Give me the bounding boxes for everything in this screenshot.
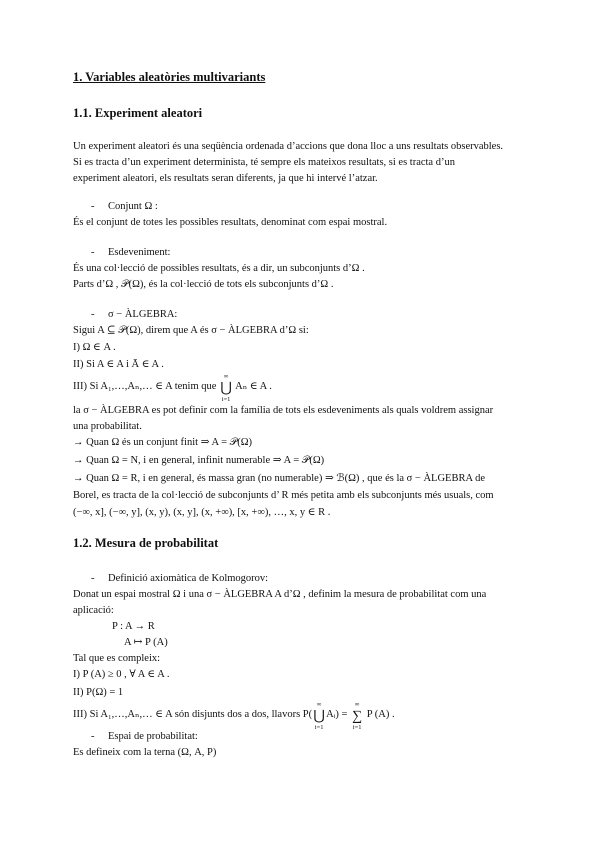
condition-line: II) Si A ∈ A i Ā ∈ A . (73, 359, 164, 370)
axiom-text: P (A) . (366, 709, 395, 720)
sum-operator: ∞ ∑ i=1 (352, 701, 363, 731)
paragraph-line: Si es tracta d’un experiment determinista, té sempre els mateixos resultats, si es tracta d’un (73, 157, 455, 168)
paragraph-line: Parts d’Ω , 𝒫(Ω), és la col·lecció de tots els subconjunts d’Ω . (73, 279, 334, 290)
section-title-probability: 1.2. Mesura de probabilitat (73, 536, 219, 550)
bullet-label-probability-space: Espai de probabilitat: (108, 731, 198, 742)
rule-line: → Quan Ω = R, i en general, és massa gran (no numerable) ⇒ ℬ(Ω) , que és la σ − ÀLGEBRA de (73, 473, 486, 484)
rule-line: → Quan Ω és un conjunt finit ⇒ A = 𝒫(Ω) (73, 437, 253, 448)
paragraph-line: Es defineix com la terna (Ω, A, P) (73, 747, 217, 758)
paragraph-line: experiment aleatori, els resultats seran diferents, ja que hi intervé l’atzar. (73, 173, 378, 184)
condition-text: III) Si A₁,…,Aₙ,… ∈ A tenim que (73, 381, 217, 392)
union-operator: ∞ ⋃ i=1 (313, 701, 325, 731)
paragraph-line: És una col·lecció de possibles resultats, és a dir, un subconjunts d’Ω . (73, 263, 365, 274)
paragraph-line: Donat un espai mostral Ω i una σ − ÀLGEBRA A d’Ω , definim la mesura de probabilitat com una (73, 589, 487, 600)
bullet-dash: - (91, 573, 95, 584)
axiom-line: II) P(Ω) = 1 (73, 687, 124, 698)
condition-text: Aₙ ∈ A . (235, 381, 272, 392)
bullet-dash: - (91, 731, 95, 742)
bullet-label-esdeveniment: Esdeveniment: (108, 247, 171, 258)
bullet-dash: - (91, 201, 95, 212)
rule-line: (−∞, x], (−∞, y], (x, y), (x, y], (x, +∞), [x, +∞), …, x, y ∈ R . (73, 507, 331, 518)
bullet-label-sigma-algebra: σ − ÀLGEBRA: (108, 309, 178, 320)
bullet-dash: - (91, 309, 95, 320)
axiom-text: Aᵢ) = (326, 709, 348, 720)
paragraph-line: Tal que es compleix: (73, 653, 161, 664)
condition-line (73, 373, 272, 403)
section-title-experiment: 1.1. Experiment aleatori (73, 106, 203, 120)
rule-line: Borel, es tracta de la col·lecció de subconjunts d’ R més petita amb els subconjunts més usuals, com (73, 490, 494, 501)
axiom-line: I) P (A) ≥ 0 , ∀ A ∈ A . (73, 669, 170, 680)
paragraph-line: una probabilitat. (73, 421, 142, 432)
chapter-title: 1. Variables aleatòries multivariants (73, 70, 266, 84)
rule-line: → Quan Ω = N, i en general, infinit numerable ⇒ A = 𝒫(Ω) (73, 455, 325, 466)
paragraph-line: És el conjunt de totes les possibles resultats, denominat com espai mostral. (73, 217, 388, 228)
mapping-line: P : A → R (112, 621, 155, 632)
axiom-text: III) Si A₁,…,Aₙ,… ∈ A són disjunts dos a dos, llavors (73, 709, 301, 720)
paragraph-line: Un experiment aleatori és una seqüència ordenada d’accions que dona lloc a uns resultats observables. (73, 141, 504, 152)
bullet-label-conjunt: Conjunt Ω : (108, 201, 158, 212)
axiom-text: P( (302, 709, 313, 720)
paragraph-line: aplicació: (73, 605, 114, 616)
bullet-label-kolmogorov: Definició axiomàtica de Kolmogorov: (108, 573, 269, 584)
union-operator: ∞ ⋃ i=1 (220, 373, 232, 403)
bullet-dash: - (91, 247, 95, 258)
paragraph-line: Sigui A ⊆ 𝒫(Ω), direm que A és σ − ÀLGEBRA d’Ω si: (73, 325, 309, 336)
axiom-line (73, 701, 395, 731)
condition-line: I) Ω ∈ A . (73, 342, 116, 353)
paragraph-line: la σ − ÀLGEBRA es pot definir com la família de tots els esdeveniments als quals voldrem assignar (73, 405, 494, 416)
mapping-line: A ↦ P (A) (124, 637, 168, 648)
